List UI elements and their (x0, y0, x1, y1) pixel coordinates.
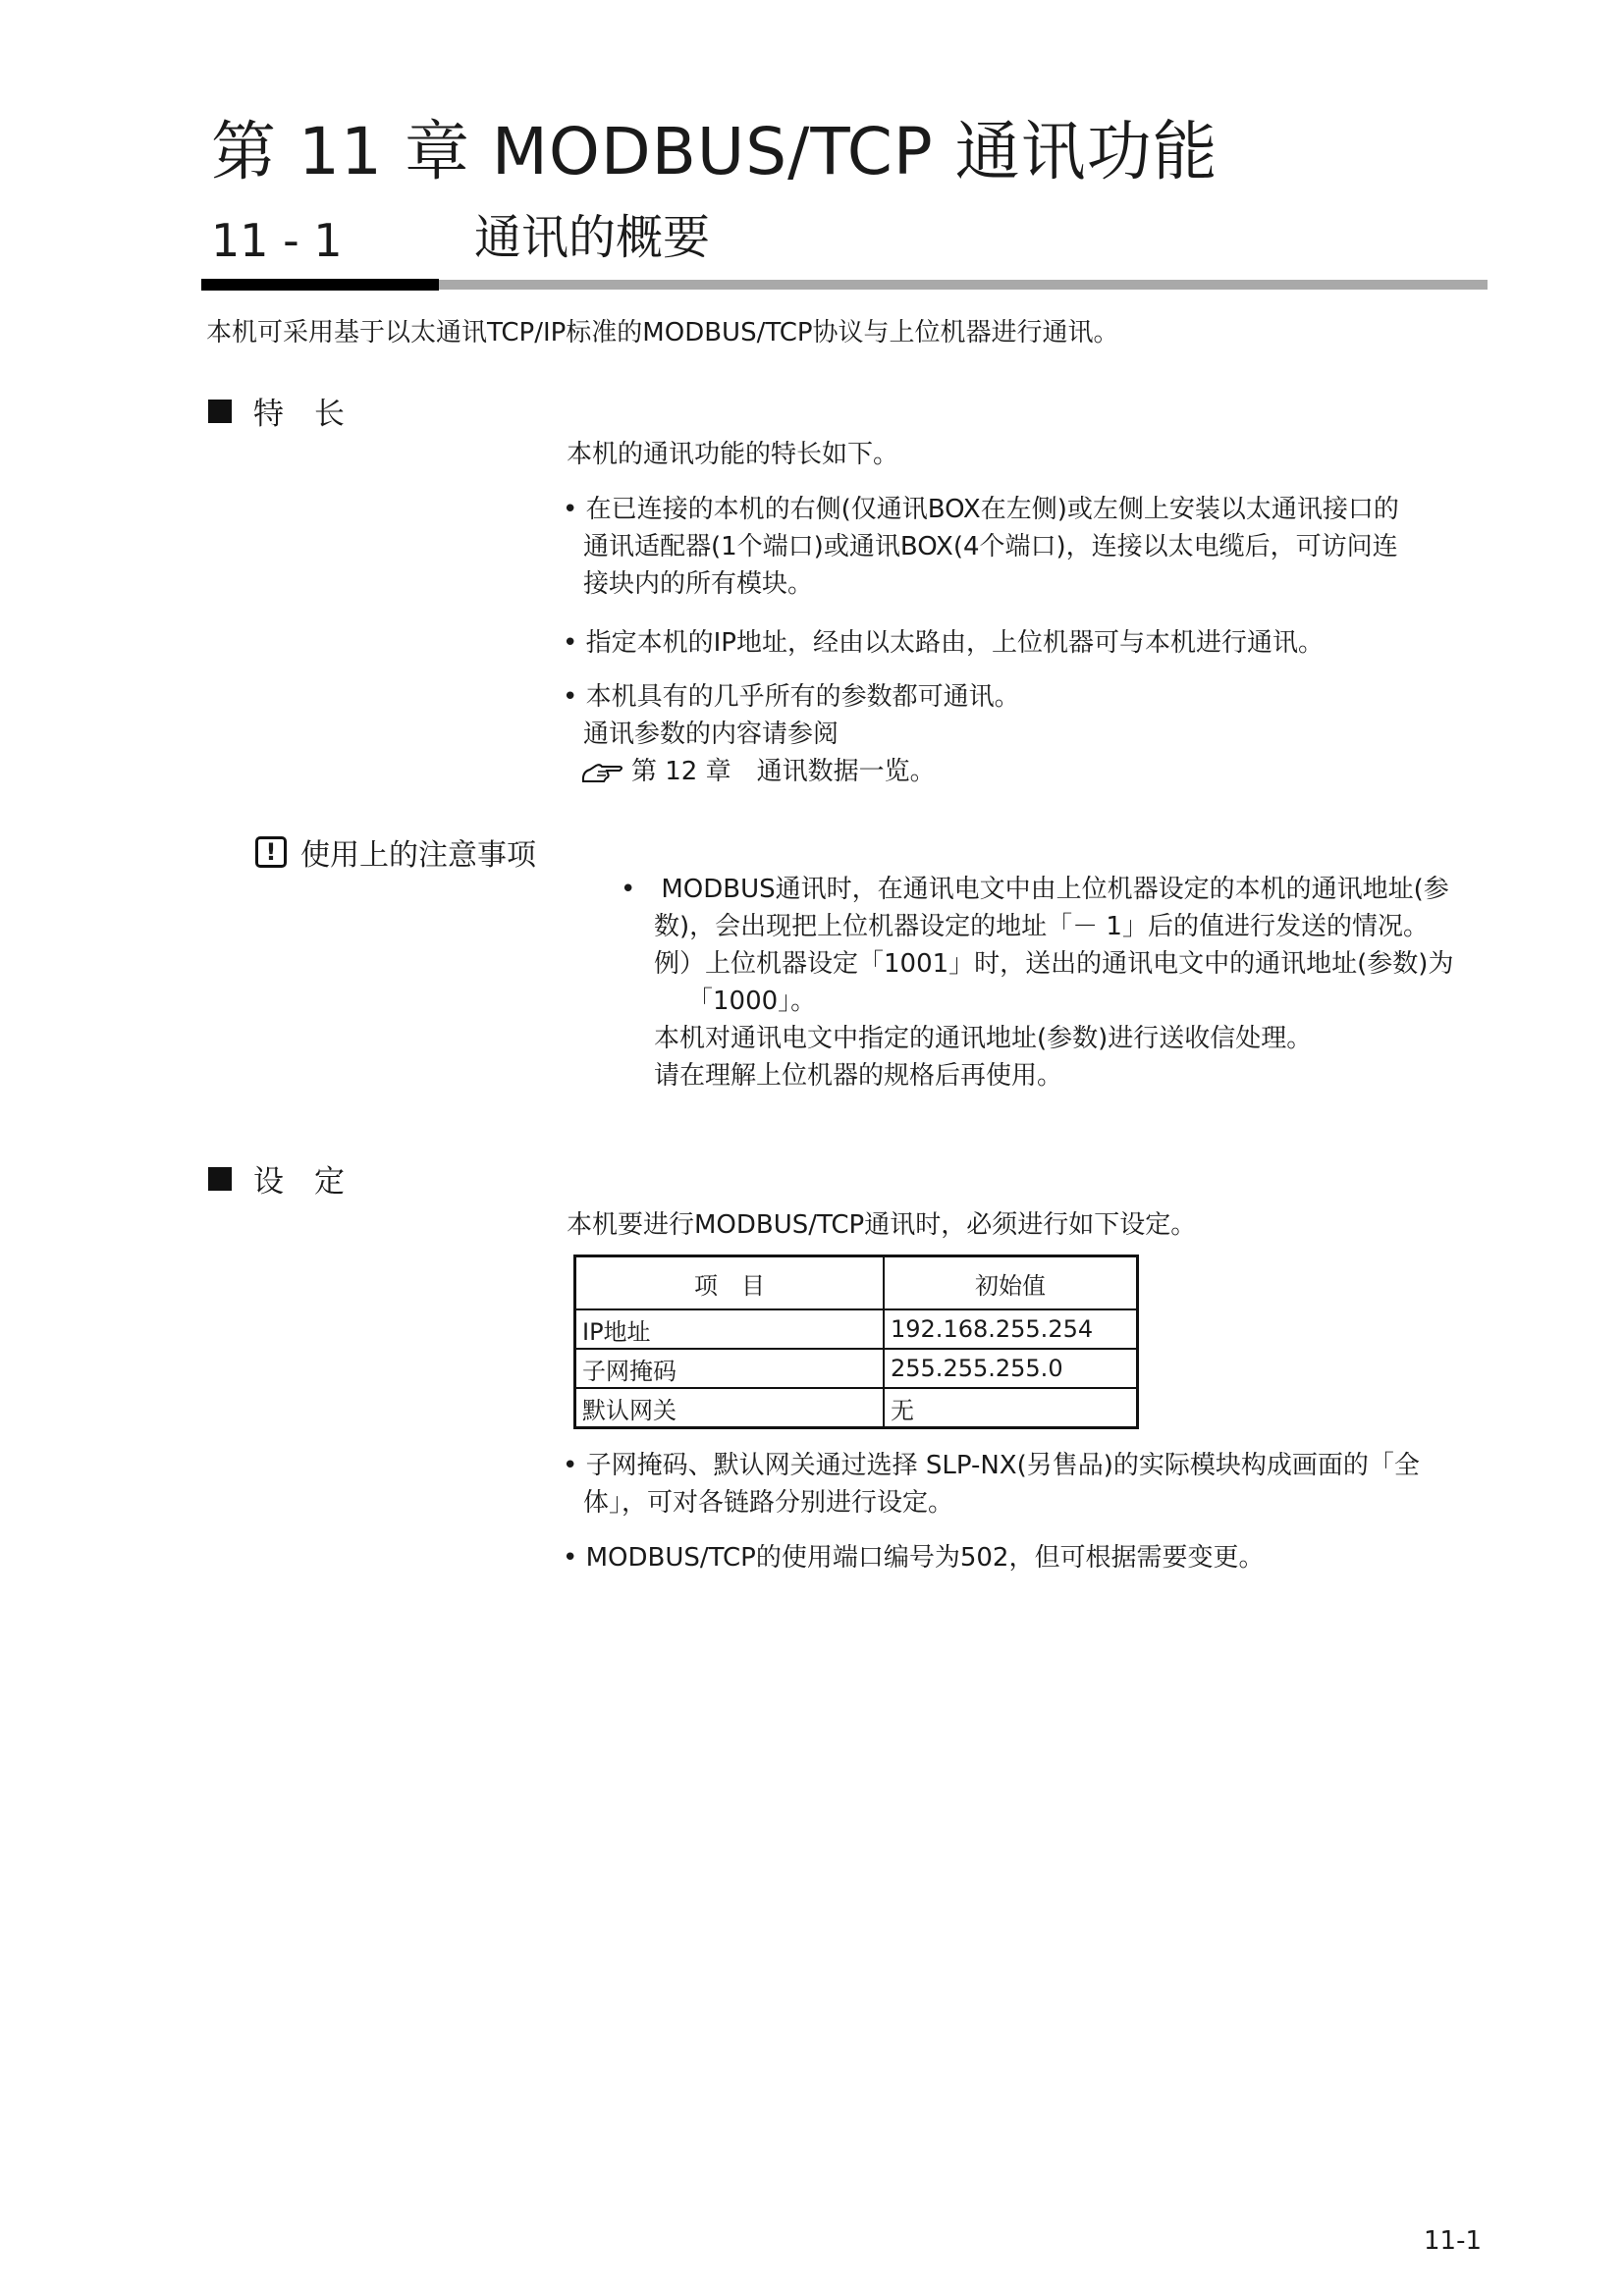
settings-heading (208, 1156, 345, 1201)
feature-bullet-1-line-1: • 在已连接的本机的右侧(仅通讯BOX在左侧)或左侧上安装以太通讯接口的 (563, 495, 1399, 524)
notice-body (621, 871, 1453, 1095)
settings-note-2-line-1: • MODBUS/TCP的使用端口编号为502，但可根据需要变更。 (563, 1543, 1265, 1573)
feature-bullet-1-line-3: 接块内的所有模块。 (583, 569, 814, 599)
feature-reference (563, 753, 1020, 790)
section-number: 11 - 1 (211, 214, 343, 267)
table-row (575, 1349, 1138, 1388)
pointing-hand-icon (580, 760, 625, 785)
notice-heading-text: 使用上的注意事项 (300, 838, 536, 873)
notice-line-4: 「1000」。 (687, 987, 817, 1016)
notice-line-5: 本机对通讯电文中指定的通讯地址(参数)进行送收信处理。 (654, 1024, 1313, 1053)
table-cell: 255.255.255.0 (884, 1349, 1138, 1388)
notice-line-2: 数)，会出现把上位机器设定的地址「－ 1」后的值进行发送的情况。 (654, 912, 1429, 941)
table-header-item: 项 目 (575, 1256, 885, 1310)
square-bullet-icon (208, 1167, 232, 1191)
table-row (575, 1309, 1138, 1349)
settings-note-1 (563, 1447, 1420, 1522)
table-cell: 默认网关 (575, 1388, 885, 1428)
table-cell: IP地址 (575, 1309, 885, 1349)
features-heading (208, 389, 345, 433)
table-cell: 192.168.255.254 (884, 1309, 1138, 1349)
feature-reference-text: 第 12 章 通讯数据一览。 (631, 757, 936, 786)
warning-icon: ! (255, 836, 287, 868)
chapter-title: 第 11 章 MODBUS/TCP 通讯功能 (211, 114, 1218, 189)
settings-table (573, 1255, 1139, 1429)
settings-note-2 (563, 1539, 1264, 1576)
settings-lead: 本机要进行MODBUS/TCP通讯时，必须进行如下设定。 (567, 1210, 1197, 1240)
settings-note-1-line-2: 体」，可对各链路分别进行设定。 (583, 1488, 954, 1518)
notice-heading (255, 830, 536, 874)
feature-bullet-3-line-1: • 本机具有的几乎所有的参数都可通讯。 (563, 682, 1020, 712)
settings-table-wrap (573, 1255, 1139, 1429)
feature-bullet-3 (563, 678, 1020, 790)
features-lead: 本机的通讯功能的特长如下。 (567, 440, 899, 469)
square-bullet-icon (208, 400, 232, 423)
intro-text: 本机可采用基于以太通讯TCP/IP标准的MODBUS/TCP协议与上位机器进行通讯。 (206, 318, 1119, 347)
table-cell: 无 (884, 1388, 1138, 1428)
notice-line-3: 例）上位机器设定「1001」时，送出的通讯电文中的通讯地址(参数)为 (654, 949, 1454, 979)
table-cell: 子网掩码 (575, 1349, 885, 1388)
settings-heading-text: 设 定 (253, 1164, 345, 1200)
section-title: 通讯的概要 (474, 210, 711, 265)
section-rule-accent (201, 279, 439, 291)
feature-bullet-3-line-2: 通讯参数的内容请参阅 (583, 720, 839, 749)
feature-bullet-1 (563, 491, 1399, 603)
notice-line-6: 请在理解上位机器的规格后再使用。 (654, 1061, 1063, 1091)
page-number: 11-1 (1423, 2226, 1482, 2256)
features-heading-text: 特 长 (253, 397, 345, 432)
feature-bullet-2-line-1: • 指定本机的IP地址，经由以太路由，上位机器可与本机进行通讯。 (563, 628, 1324, 658)
feature-bullet-2 (563, 624, 1324, 662)
table-header-initial: 初始值 (884, 1256, 1138, 1310)
settings-note-1-line-1: • 子网掩码、默认网关通过选择 SLP-NX(另售品)的实际模块构成画面的「全 (563, 1451, 1420, 1480)
table-header-row (575, 1256, 1138, 1310)
feature-bullet-1-line-2: 通讯适配器(1个端口)或通讯BOX(4个端口)，连接以太电缆后，可访问连 (583, 532, 1398, 561)
table-row (575, 1388, 1138, 1428)
notice-line-1: • MODBUS通讯时，在通讯电文中由上位机器设定的本机的通讯地址(参 (621, 875, 1449, 904)
